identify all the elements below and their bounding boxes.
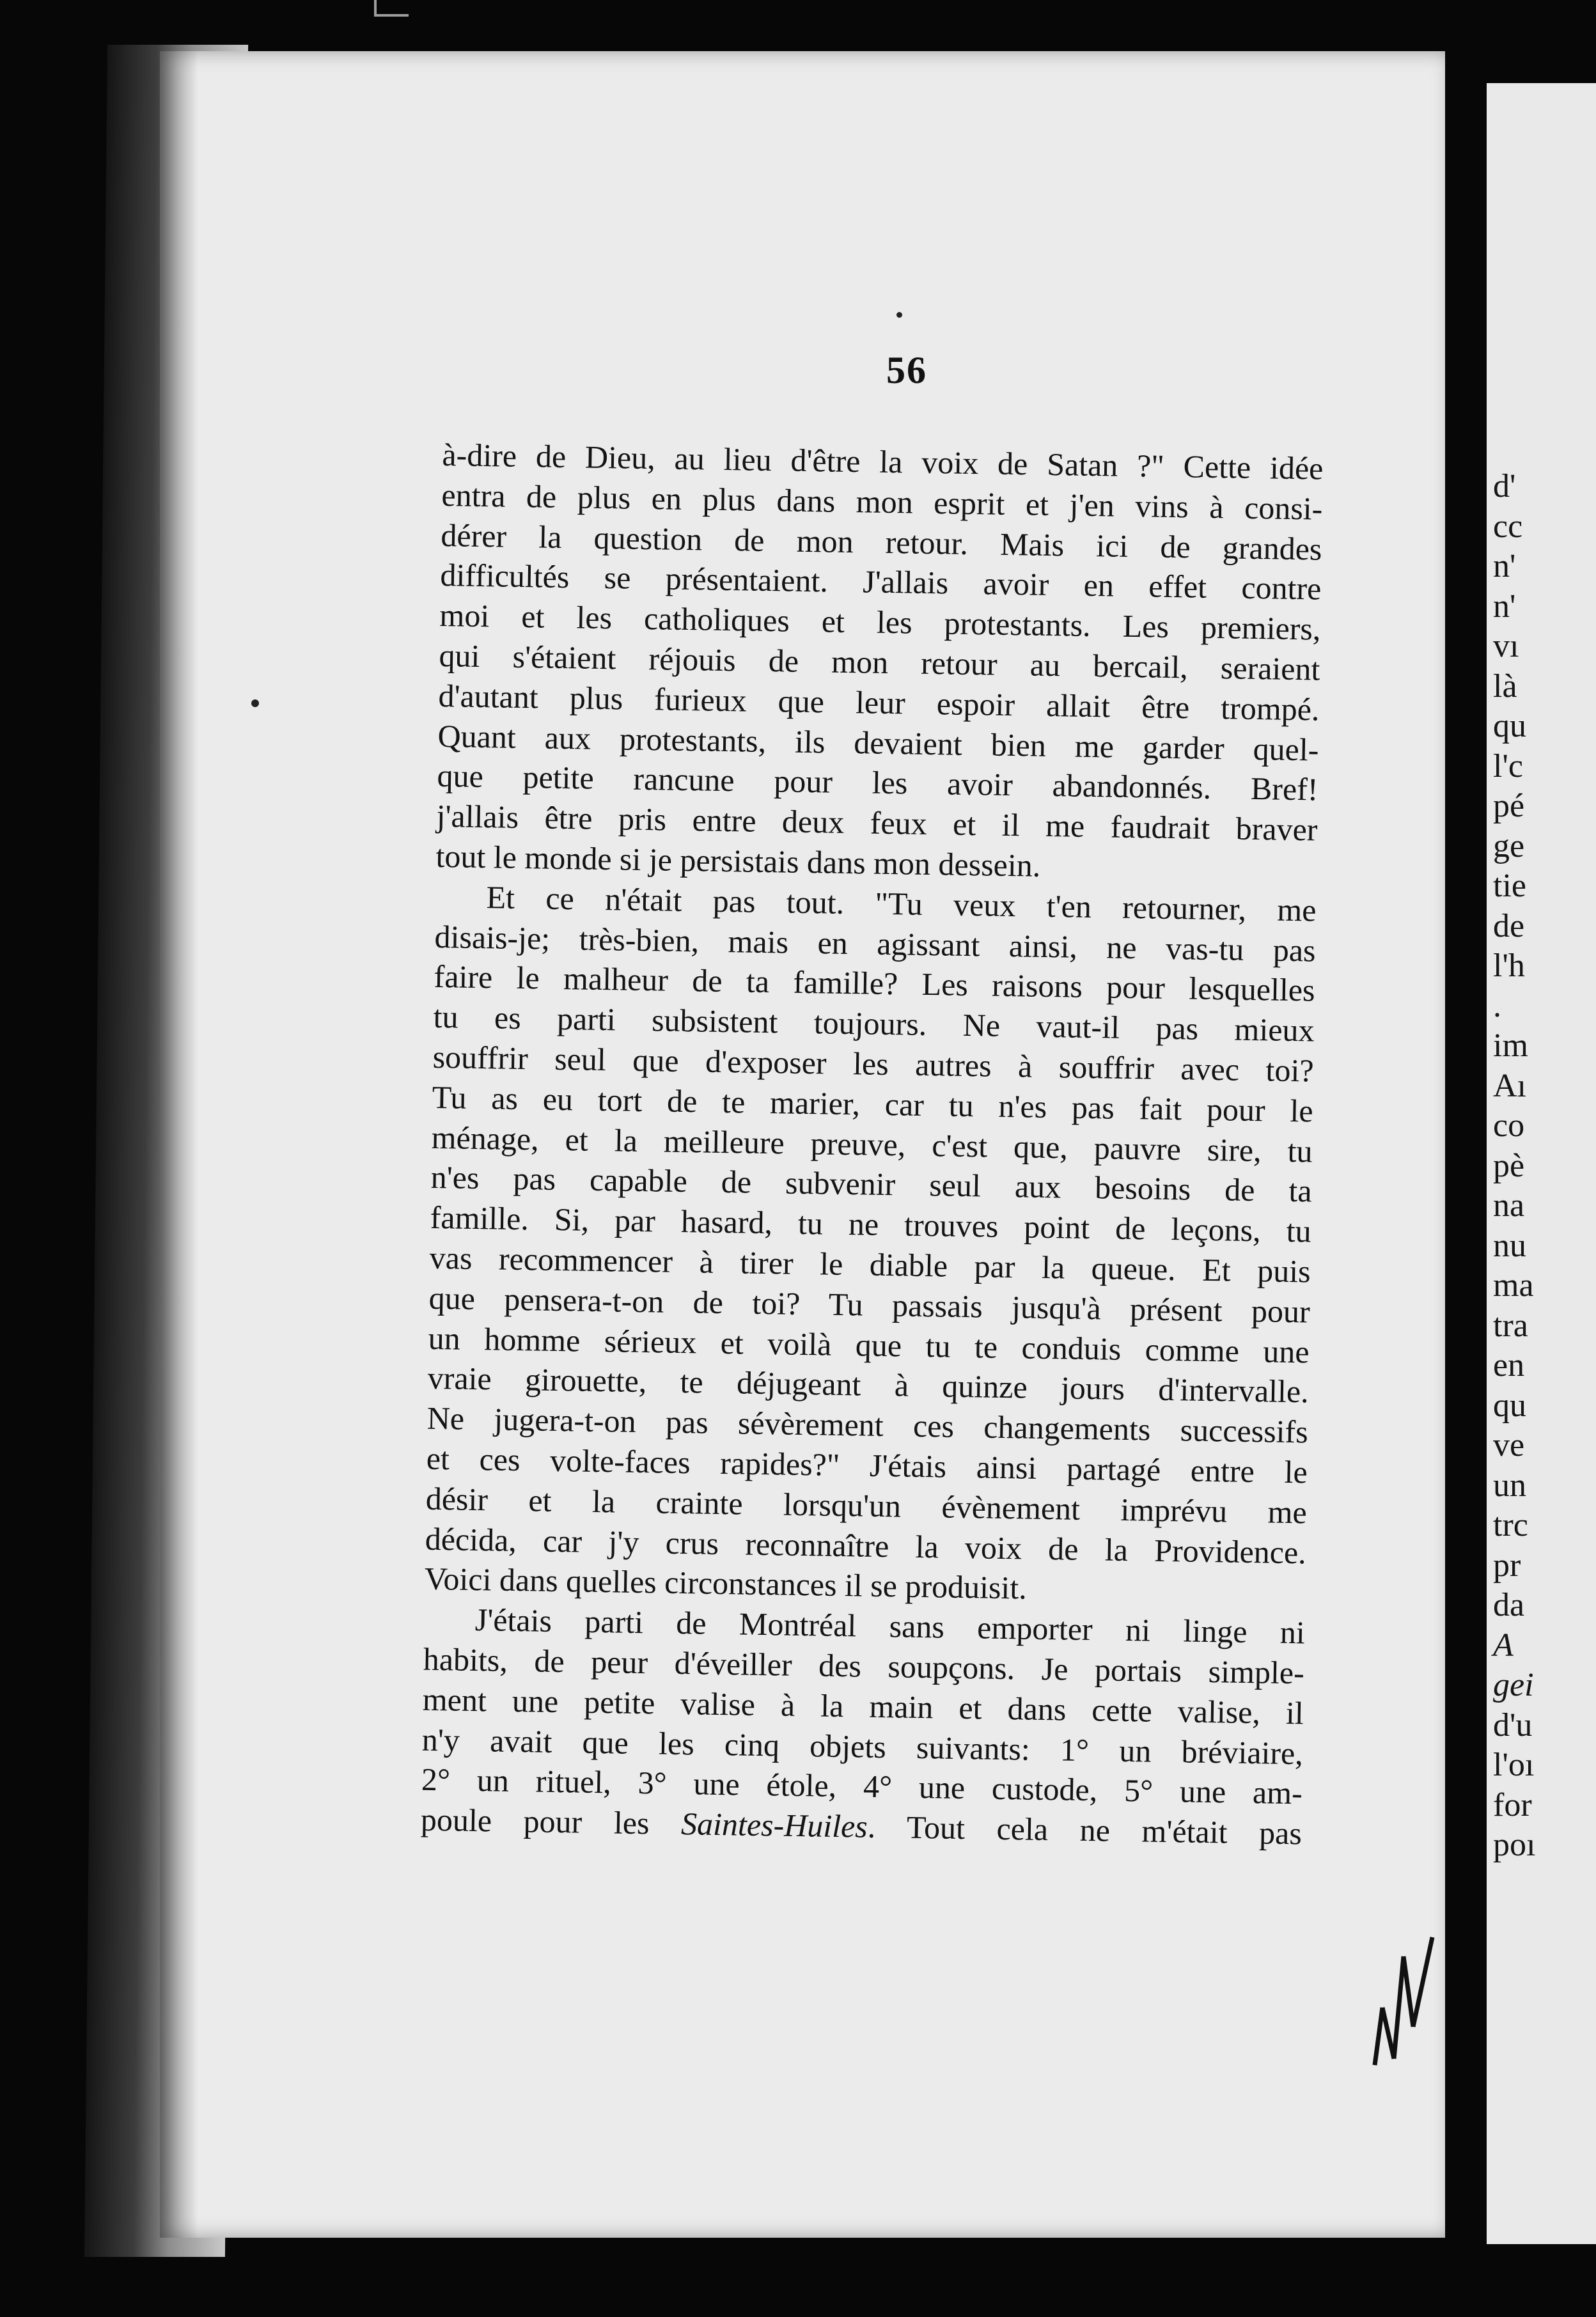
text-run: Ne jugera-t-on pas sévèrement ces changements successifs [426,1400,1309,1450]
text-run: entra de plus en plus dans mon esprit et j'en vins à consi- [441,476,1323,527]
right-page-line-fragment: gei [1493,1667,1534,1703]
text-run: faire le malheur de ta famille? Les raisons pour lesquelles [434,958,1315,1008]
right-page-line-fragment: ge [1493,827,1525,864]
body-text [420,435,1323,1853]
text-run: Quant aux protestants, ils devaient bien me garder quel- [437,717,1319,768]
text-run: Et ce n'était pas tout. "Tu veux t'en retourner, me [486,878,1317,928]
scan-artifact-stroke [1368,1931,1439,2071]
text-run: et ces volte-faces rapides?" J'étais ainsi partagé entre le [426,1440,1308,1490]
ink-dot [896,312,902,318]
right-page-line-fragment: ma [1493,1267,1534,1304]
right-page-line-fragment: là [1493,667,1517,705]
text-run: Tu as eu tort de te marier, car tu n'es pas fait pour le [432,1079,1314,1129]
right-page [1487,83,1596,2244]
italic-text-run: Saintes-Huiles [680,1806,868,1845]
page-number: 56 [886,349,927,391]
text-run: un homme sérieux et voilà que tu te conduis comme une [428,1320,1310,1369]
text-run: poule pour les [420,1801,682,1842]
text-run: j'allais être pris entre deux feux et il me faudrait braver [436,798,1318,848]
right-page-line-fragment: nu [1493,1227,1526,1264]
text-run: souffrir seul que d'exposer les autres à souffrir avec toi? [432,1038,1314,1089]
right-page-line-fragment: pé [1493,788,1525,824]
text-run: difficultés se présentaient. J'allais avoir en effet contre [440,557,1322,607]
right-page-line-fragment: d'u [1493,1706,1533,1744]
right-page-line-fragment: vı [1493,628,1519,664]
right-page-line-fragment: co [1493,1107,1525,1144]
right-page-line-fragment: A [1493,1627,1514,1664]
right-page-line-fragment: n' [1493,548,1516,584]
text-run: . Tout cela ne m'était pas [867,1808,1303,1852]
text-run: disais-je; très-bien, mais en agissant ainsi, ne vas-tu pas [434,918,1316,969]
text-run: ménage, et la meilleure preuve, c'est que, pauvre sire, tu [431,1119,1313,1169]
text-run: moi et les catholiques et les protestants. Les premiers, [439,597,1321,647]
right-page-line-fragment: da [1493,1587,1525,1623]
scan-artifact [374,0,409,17]
right-page-fragments [1493,467,1535,1866]
right-page-line-fragment: qu [1493,1387,1526,1424]
text-run: Voici dans quelles circonstances il se produisit. [424,1561,1028,1606]
right-page-line-fragment: d' [1493,468,1516,504]
right-page-line-fragment: im [1493,1027,1528,1064]
text-run: n'y avait que les cinq objets suivants: 1° un bréviaire, [421,1721,1304,1771]
right-page-line-fragment: . [1493,987,1501,1024]
right-page-line-fragment: tie [1493,868,1526,904]
text-run: famille. Si, par hasard, tu ne trouves point de leçons, tu [430,1199,1312,1249]
text-run: 2° un rituel, 3° une étole, 4° une custode, 5° une am- [421,1761,1303,1811]
right-page-line-fragment: pr [1493,1547,1521,1584]
right-page-line-fragment: poı [1493,1827,1536,1863]
text-run: J'étais parti de Montréal sans emporter ni linge ni [474,1602,1306,1651]
text-run: désir et la crainte lorsqu'un évènement imprévu me [425,1480,1308,1531]
right-page-line-fragment: qu [1493,708,1526,744]
right-page-line-fragment: trc [1493,1507,1528,1543]
right-page-line-fragment: en [1493,1347,1525,1384]
right-page-line-fragment: pè [1493,1147,1525,1184]
text-run: vraie girouette, te déjugeant à quinze jours d'intervalle. [427,1360,1310,1410]
right-page-line-fragment: l'oı [1493,1747,1535,1783]
right-page-line-fragment: l'h [1493,948,1525,984]
right-page-line-fragment: Aı [1493,1067,1526,1104]
text-run: que pensera-t-on de toi? Tu passais jusqu'à présent pour [428,1279,1311,1330]
text-run: que petite rancune pour les avoir abandonnés. Bref! [437,758,1318,807]
text-run: tu es parti subsistent toujours. Ne vaut-il pas mieux [433,999,1315,1049]
text-run: ment une petite valise à la main et dans cette valise, il [422,1681,1304,1731]
text-run: à-dire de Dieu, au lieu d'être la voix de Satan ?" Cette idée [442,436,1324,487]
right-page-line-fragment: cc [1493,508,1523,545]
text-run: dérer la question de mon retour. Mais ici de grandes [441,517,1322,567]
right-page-line-fragment: for [1493,1786,1532,1823]
text-run: décida, car j'y crus reconnaître la voix de la Providence. [425,1520,1307,1570]
text-run: qui s'étaient réjouis de mon retour au bercail, seraient [439,637,1320,687]
right-page-line-fragment: na [1493,1187,1525,1224]
text-run: n'es pas capable de subvenir seul aux besoins de ta [430,1159,1313,1209]
text-run: habits, de peur d'éveiller des soupçons. Je portais simple- [423,1641,1305,1691]
right-page-line-fragment: ve [1493,1427,1525,1463]
text-run: tout le monde si je persistais dans mon dessein. [435,838,1041,884]
right-page-line-fragment: l'c [1493,747,1523,784]
text-run: d'autant plus furieux que leur espoir allait être trompé. [438,677,1320,728]
text-run: vas recommencer à tirer le diable par la queue. Et puis [429,1239,1311,1290]
page-gutter-shadow [160,51,198,2238]
right-page-line-fragment: de [1493,907,1525,944]
margin-mark [251,699,259,707]
right-page-line-fragment: n' [1493,588,1516,625]
right-page-line-fragment: un [1493,1467,1526,1504]
right-page-line-fragment: tra [1493,1307,1528,1344]
